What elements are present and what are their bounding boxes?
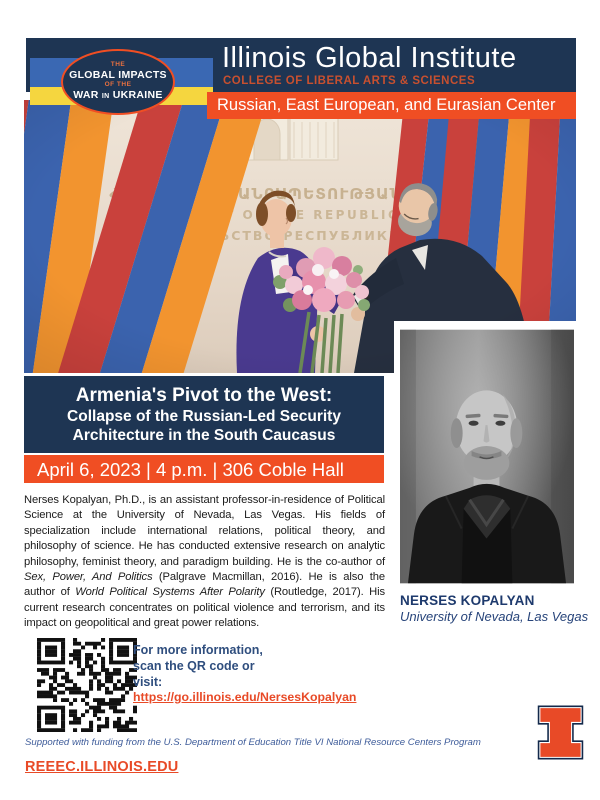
speaker-bio: Nerses Kopalyan, Ph.D., is an assistant professor-in-residence of Political Science at the University of Nevada, Las Vegas. His fields of specialization include international relations, political theory, and philosophy of science. He has conducted extensive research on analytic philosophy, feminist theory, and paradigm building. He is the co-author of Sex, Power, And Politics (Palgrave Macmillan, 2016). He is also the author of World Political Systems After Polarity (Routledge, 2017). His current research concentrates on political violence and terrorism, and its impact on geopolitical and great power relations. — [24, 494, 385, 630]
institute-title: Illinois Global Institute — [222, 42, 517, 74]
event-datetime-banner: April 6, 2023 | 4 p.m. | 306 Coble Hall — [24, 455, 384, 483]
speaker-name: NERSES KOPALYAN — [400, 593, 535, 608]
badge-line-war-in-ukraine: WAR IN UKRAINE — [73, 89, 163, 101]
speaker-affiliation: University of Nevada, Las Vegas — [400, 609, 589, 624]
more-info-line3: visit: — [133, 675, 163, 689]
event-title-line3: Architecture in the South Caucasus — [72, 427, 336, 444]
badge-line-global-impacts: GLOBAL IMPACTS — [69, 69, 167, 81]
event-title-line2: Collapse of the Russian-Led Security — [67, 408, 341, 425]
speaker-portrait — [400, 329, 574, 584]
event-title-line1: Armenia's Pivot to the West: — [75, 385, 333, 406]
badge-line-of-the: OF THE — [104, 81, 132, 88]
funding-note: Supported with funding from the U.S. Department of Education Title VI National Resource Centers Program — [25, 737, 481, 748]
reeec-site-link[interactable]: REEEC.ILLINOIS.EDU — [25, 759, 179, 775]
more-info-line2: scan the QR code or — [133, 659, 255, 673]
college-subtitle: COLLEGE OF LIBERAL ARTS & SCIENCES — [223, 75, 476, 87]
event-info-link[interactable]: https://go.illinois.edu/NersesKopalyan — [133, 690, 357, 704]
qr-code — [37, 638, 137, 732]
center-name-banner: Russian, East European, and Eurasian Center — [207, 92, 576, 119]
more-info-line1: For more information, — [133, 643, 263, 657]
speaker-portrait-frame — [394, 321, 576, 590]
illinois-block-i-logo — [537, 705, 584, 760]
event-title-block — [24, 376, 384, 453]
more-info-text — [133, 642, 353, 690]
war-in-ukraine-badge — [61, 49, 175, 115]
badge-line-the: THE — [110, 61, 126, 68]
